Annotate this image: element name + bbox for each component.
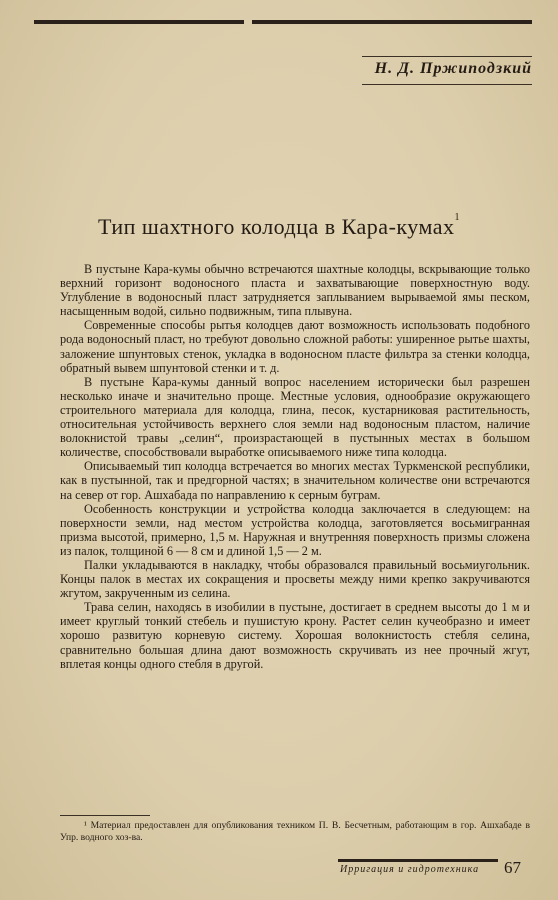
paragraph: В пустыне Кара-кумы обычно встречаются шахтные колодцы, вскрывающие только верхний горизонт водоносного пласта и захватывающие поверхностную воду. Углубление в водоносный пласт затрудняется заплыванием вырываемой ямы песком, насыщенным водой, сильно подвижным, типа плывуна. <box>60 262 530 319</box>
paragraph: Современные способы рытья колодцев дают возможность использовать подобного рода водоносный пласт, но требуют довольно сложной работы: уширенное рытье шахты, заложение шпунтовых стенок, укладка в водоносном пласте фильтра за стенки колодца, обратный вывем шпунтовой стенки и т. д. <box>60 318 530 375</box>
paragraph: Трава селин, находясь в изобилии в пустыне, достигает в среднем высоты до 1 м и имеет круглый тонкий стебель и пушистую крону. Растет селин кучеобразно и имеет хорошо развитую корневую систему. Хорошая волокнистость стебля селина, сравнительно большая длина дают возможность скручивать из нее прочный жгут, вплетая концы одного стебля в другой. <box>60 600 530 671</box>
footnote <box>60 820 530 844</box>
footer-rule <box>338 859 498 862</box>
footnote-rule <box>60 815 150 816</box>
journal-name: Ирригация и гидротехника <box>340 864 480 875</box>
header-rule-right <box>252 20 532 24</box>
paragraph: Особенность конструкции и устройства колодца заключается в следующем: на поверхности земли, над местом устройства колодца, заготовляется восьмигранная призма высотой, примерно, 1,5 м. Наружная и внутренняя поверхность призмы сложена из палок, толщиной 6 — 8 см и длиной 1,5 — 2 м. <box>60 501 530 558</box>
page-number: 67 <box>504 858 521 877</box>
footnote-text: ¹ Материал предоставлен для опубликования техником П. В. Бесчетным, работающим в гор. Ашхабаде в Упр. водного хоз-ва. <box>60 820 530 843</box>
paragraph: В пустыне Кара-кумы данный вопрос населением исторически был разрешен несколько иначе и значительно проще. Местные условия, однообразие окружающего строительного материала для колодца, глина, песок, кустарниковая растительность, относительная устойчивость верхнего слоя земли над водоносным пластом, наличие волокнистой травы „селин“, произрастающей в пустынных местах в большом количестве, способствовали выработке описываемого ниже типа колодца. <box>60 374 530 460</box>
author-rule-bottom <box>362 84 532 85</box>
author-name: Н. Д. Пржиподзкий <box>374 60 532 77</box>
title-footnote-mark: 1 <box>454 212 461 223</box>
paragraph: Описываемый тип колодца встречается во многих местах Туркменской республики, как в пустынной, так и предгорной частях; в значительном количестве они встречаются на север от гор. Ашхабада по направлению к серным буграм. <box>60 459 530 502</box>
header-rule-left <box>34 20 244 24</box>
author-rule-top <box>362 56 532 57</box>
article-title-text: Тип шахтного колодца в Кара-кумах <box>97 214 455 239</box>
paragraph: Палки укладываются в накладку, чтобы образовался правильный восьмиугольник. Концы палок в местах их сокращения и просветы между ними крепко закручиваются жгутом, закрученным из селина. <box>60 557 530 601</box>
article-title <box>0 214 558 240</box>
article-body <box>60 262 530 671</box>
